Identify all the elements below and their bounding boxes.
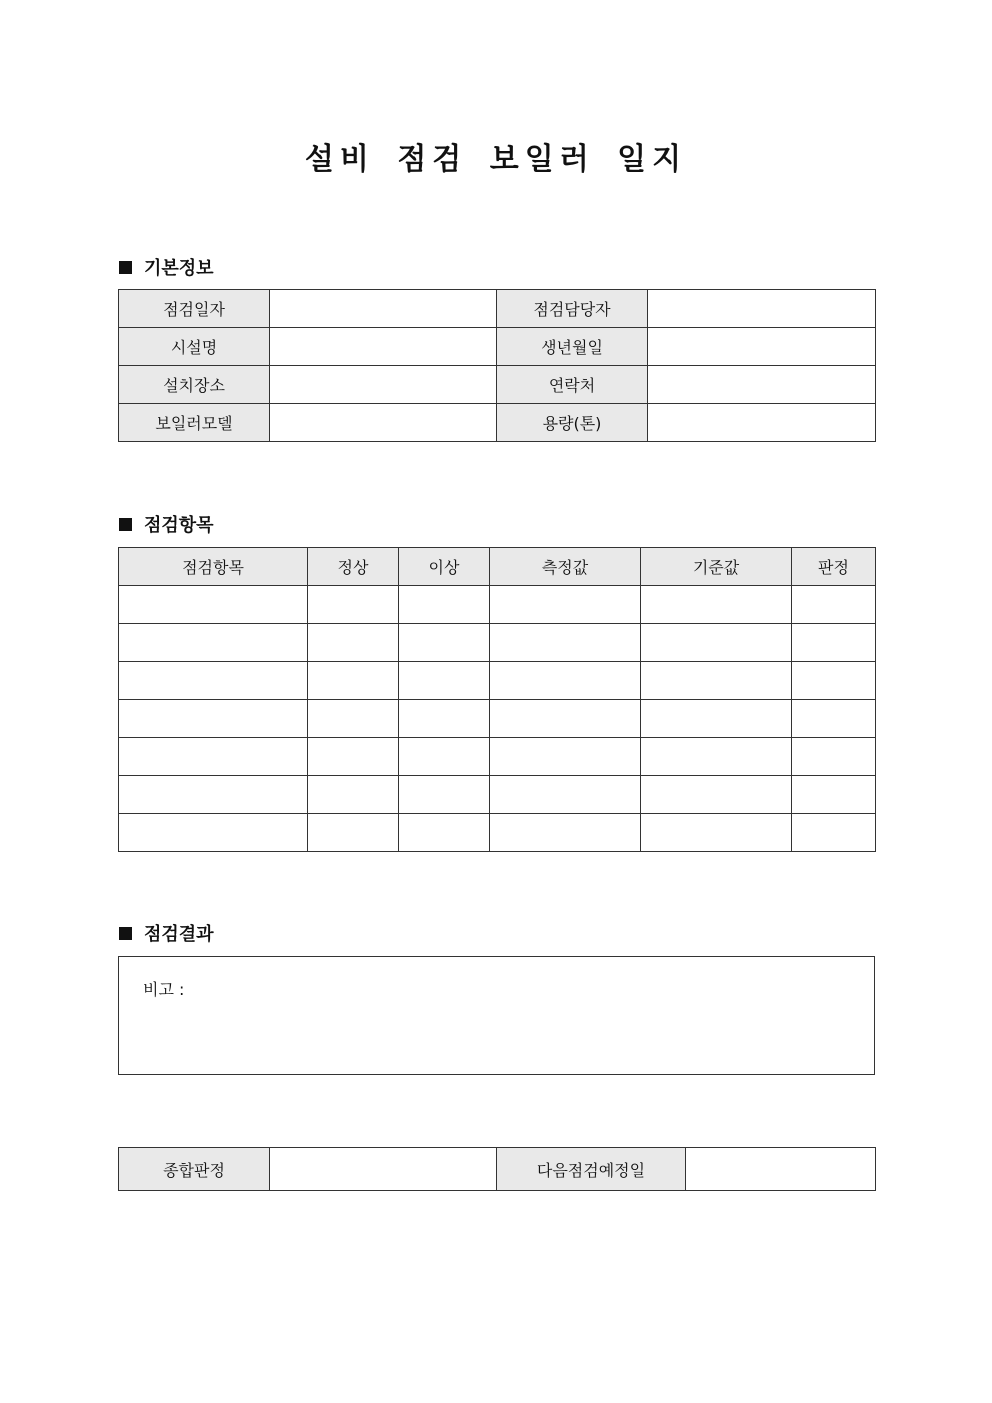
- judgment-cell[interactable]: [792, 738, 876, 776]
- measured-cell[interactable]: [490, 814, 641, 852]
- table-row: [119, 290, 876, 328]
- item-cell[interactable]: [119, 700, 308, 738]
- normal-cell[interactable]: [308, 700, 399, 738]
- abnormal-cell[interactable]: [399, 662, 490, 700]
- capacity-label: 용량(톤): [497, 404, 648, 442]
- abnormal-cell[interactable]: [399, 624, 490, 662]
- column-header-normal: 정상: [308, 548, 399, 586]
- standard-cell[interactable]: [641, 700, 792, 738]
- item-cell[interactable]: [119, 662, 308, 700]
- birth-date-field[interactable]: [648, 328, 876, 366]
- table-header-row: [119, 548, 876, 586]
- standard-cell[interactable]: [641, 624, 792, 662]
- judgment-cell[interactable]: [792, 814, 876, 852]
- overall-judgment-label: 종합판정: [119, 1148, 270, 1191]
- square-bullet-icon: [119, 518, 132, 531]
- table-row: [119, 624, 876, 662]
- table-row: [119, 586, 876, 624]
- normal-cell[interactable]: [308, 662, 399, 700]
- boiler-model-label: 보일러모델: [119, 404, 270, 442]
- contact-label: 연락처: [497, 366, 648, 404]
- inspection-items-table: [118, 547, 876, 852]
- square-bullet-icon: [119, 927, 132, 940]
- measured-cell[interactable]: [490, 700, 641, 738]
- abnormal-cell[interactable]: [399, 586, 490, 624]
- item-cell[interactable]: [119, 738, 308, 776]
- standard-cell[interactable]: [641, 586, 792, 624]
- measured-cell[interactable]: [490, 586, 641, 624]
- normal-cell[interactable]: [308, 776, 399, 814]
- section-heading-result: [119, 920, 214, 946]
- facility-name-field[interactable]: [270, 328, 497, 366]
- standard-cell[interactable]: [641, 662, 792, 700]
- table-row: [119, 738, 876, 776]
- standard-cell[interactable]: [641, 814, 792, 852]
- birth-date-label: 생년월일: [497, 328, 648, 366]
- inspection-date-field[interactable]: [270, 290, 497, 328]
- column-header-judgment: 판정: [792, 548, 876, 586]
- capacity-field[interactable]: [648, 404, 876, 442]
- summary-table: [118, 1147, 876, 1191]
- section-heading-items-label: 점검항목: [144, 515, 214, 536]
- normal-cell[interactable]: [308, 814, 399, 852]
- normal-cell[interactable]: [308, 738, 399, 776]
- next-inspection-date-label: 다음점검예정일: [497, 1148, 686, 1191]
- boiler-model-field[interactable]: [270, 404, 497, 442]
- measured-cell[interactable]: [490, 776, 641, 814]
- table-row: [119, 662, 876, 700]
- page-title: 설비 점검 보일러 일지: [304, 142, 688, 177]
- normal-cell[interactable]: [308, 586, 399, 624]
- column-header-standard: 기준값: [641, 548, 792, 586]
- judgment-cell[interactable]: [792, 586, 876, 624]
- item-cell[interactable]: [119, 624, 308, 662]
- section-heading-items: [119, 511, 214, 537]
- column-header-abnormal: 이상: [399, 548, 490, 586]
- column-header-item: 점검항목: [119, 548, 308, 586]
- measured-cell[interactable]: [490, 738, 641, 776]
- standard-cell[interactable]: [641, 776, 792, 814]
- column-header-measured: 측정값: [490, 548, 641, 586]
- table-row: [119, 776, 876, 814]
- remarks-label: 비고 :: [143, 980, 185, 999]
- judgment-cell[interactable]: [792, 700, 876, 738]
- inspector-label: 점검담당자: [497, 290, 648, 328]
- install-location-label: 설치장소: [119, 366, 270, 404]
- item-cell[interactable]: [119, 776, 308, 814]
- table-row: [119, 700, 876, 738]
- remarks-box[interactable]: [118, 956, 875, 1075]
- section-heading-result-label: 점검결과: [144, 924, 214, 945]
- measured-cell[interactable]: [490, 624, 641, 662]
- next-inspection-date-field[interactable]: [686, 1148, 876, 1191]
- item-cell[interactable]: [119, 586, 308, 624]
- abnormal-cell[interactable]: [399, 776, 490, 814]
- abnormal-cell[interactable]: [399, 700, 490, 738]
- item-cell[interactable]: [119, 814, 308, 852]
- abnormal-cell[interactable]: [399, 814, 490, 852]
- abnormal-cell[interactable]: [399, 738, 490, 776]
- inspection-date-label: 점검일자: [119, 290, 270, 328]
- table-row: [119, 814, 876, 852]
- table-row: [119, 404, 876, 442]
- judgment-cell[interactable]: [792, 662, 876, 700]
- table-row: [119, 1148, 876, 1191]
- inspector-field[interactable]: [648, 290, 876, 328]
- section-heading-basic: [119, 254, 214, 280]
- judgment-cell[interactable]: [792, 624, 876, 662]
- standard-cell[interactable]: [641, 738, 792, 776]
- overall-judgment-field[interactable]: [270, 1148, 497, 1191]
- square-bullet-icon: [119, 261, 132, 274]
- basic-info-table: [118, 289, 876, 442]
- section-heading-basic-label: 기본정보: [144, 258, 214, 279]
- judgment-cell[interactable]: [792, 776, 876, 814]
- install-location-field[interactable]: [270, 366, 497, 404]
- contact-field[interactable]: [648, 366, 876, 404]
- facility-name-label: 시설명: [119, 328, 270, 366]
- table-row: [119, 328, 876, 366]
- measured-cell[interactable]: [490, 662, 641, 700]
- table-row: [119, 366, 876, 404]
- normal-cell[interactable]: [308, 624, 399, 662]
